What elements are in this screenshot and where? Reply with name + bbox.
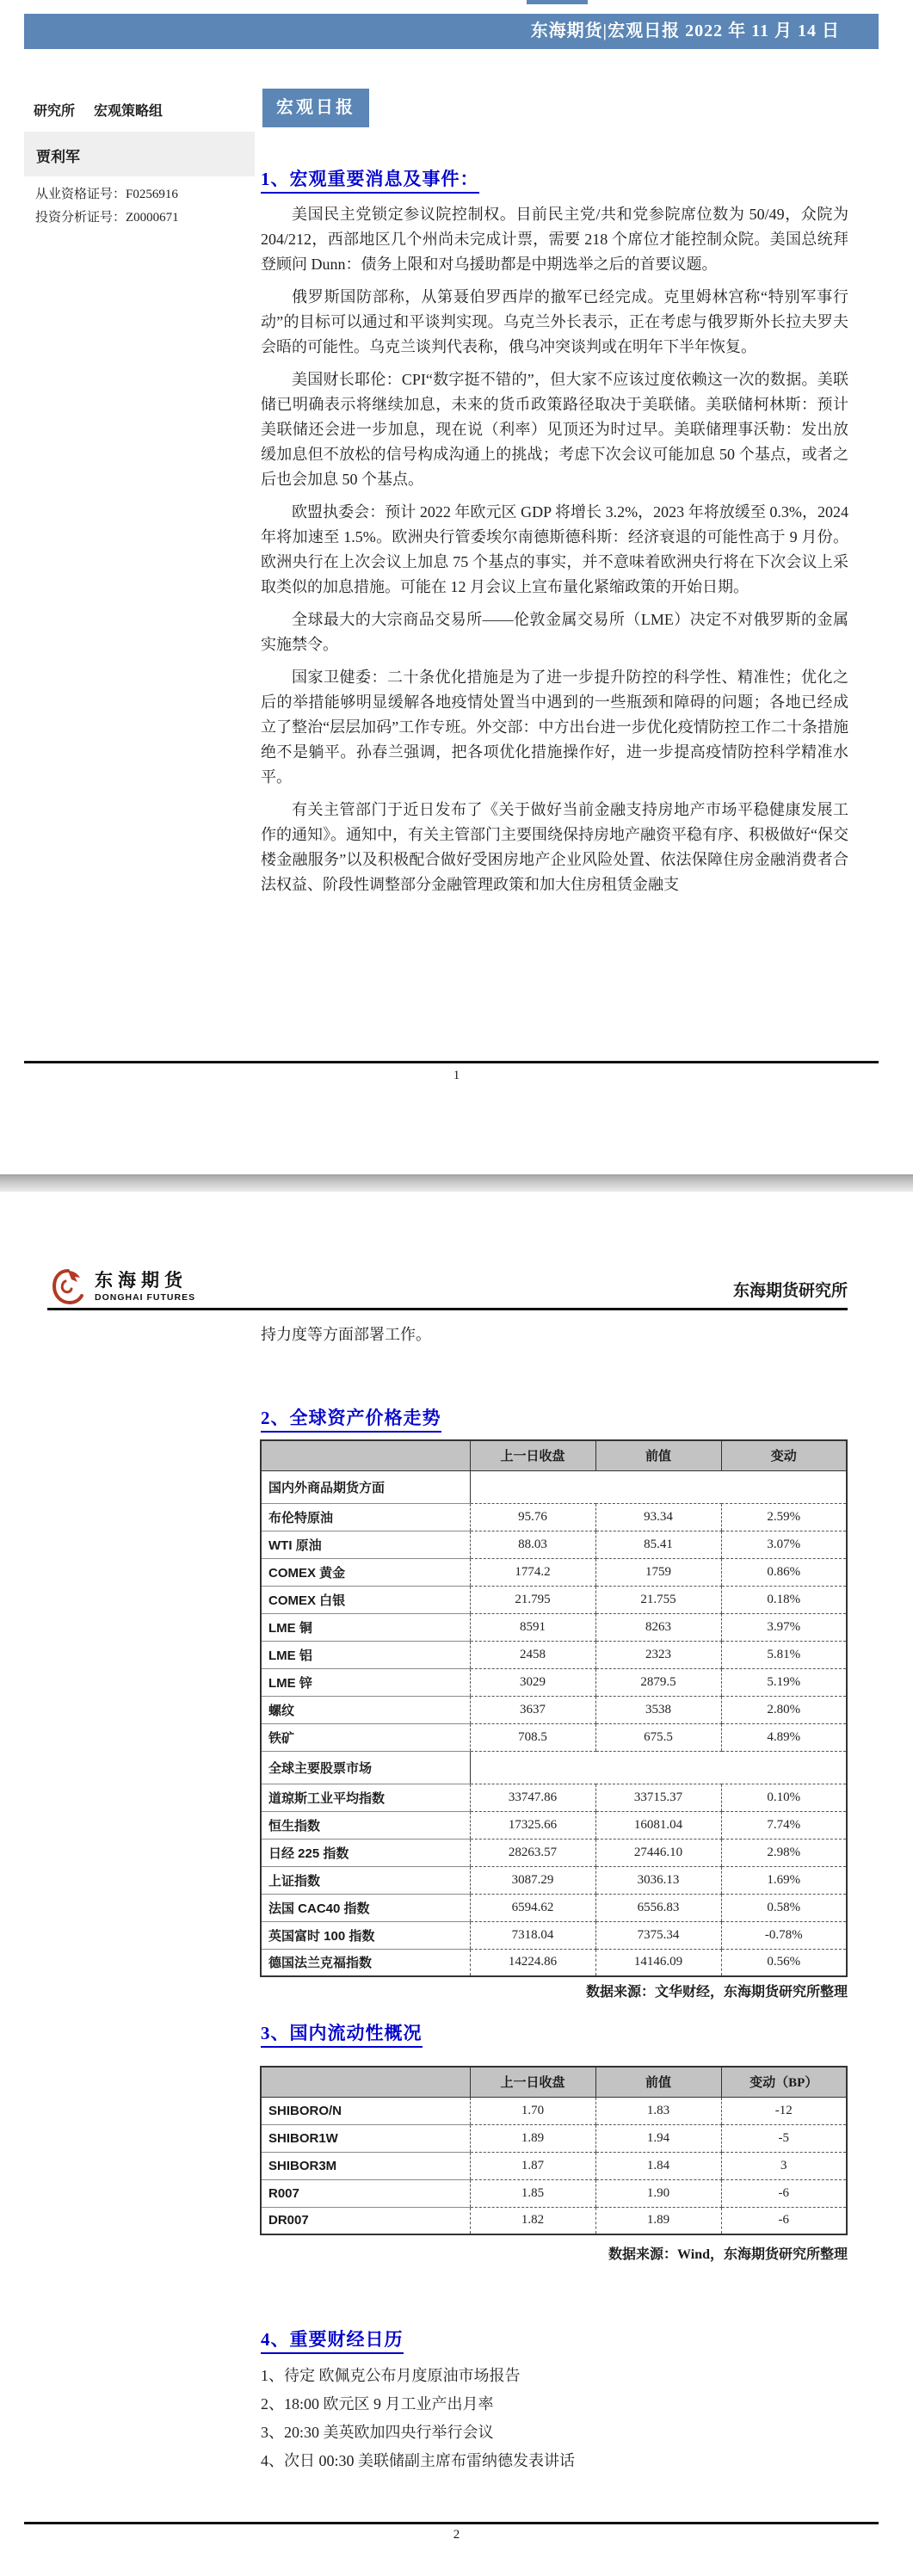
table-row: [261, 1784, 847, 1811]
table-row: [261, 1811, 847, 1839]
page2-number: 2: [453, 2528, 460, 2542]
cell-value: 1.85: [470, 2179, 595, 2207]
column-header: 前值: [595, 2067, 721, 2097]
report-header-bar: [24, 14, 879, 49]
cell-value: 1.94: [595, 2124, 721, 2152]
column-header: 变动（BP）: [721, 2067, 847, 2097]
cell-value: 8263: [595, 1613, 721, 1641]
cell-value: 3: [721, 2152, 847, 2179]
cell-value: 2323: [595, 1641, 721, 1668]
page-separator: [0, 1174, 913, 1192]
page-2: [0, 1192, 913, 2576]
cell-value: -0.78%: [721, 1921, 847, 1949]
cell-value: 1.89: [470, 2124, 595, 2152]
calendar-item: 4、次日 00:30 美联储副主席布雷纳德发表讲话: [261, 2452, 575, 2469]
cell-value: -5: [721, 2124, 847, 2152]
row-label: LME 铝: [261, 1641, 470, 1668]
section1-title: 1、宏观重要消息及事件：: [261, 165, 479, 194]
row-label: COMEX 白银: [261, 1586, 470, 1613]
paragraph: 美国财长耶伦：CPI“数字挺不错的”，但大家不应该过度依赖这一次的数据。美联储已明确表示将继续加息，未来的货币政策路径取决于美联储。美联储柯林斯：预计美联储还会进一步加息，现在说（利率）见顶还为时过早。美联储理事沃勒：发出放缓加息但不放松的信号构成沟通上的挑战；考虑下次会议可能加息 50 个基点，或者之后也会加息 50 个基点。: [261, 371, 848, 488]
cell-value: 7375.34: [595, 1921, 721, 1949]
row-label: LME 铜: [261, 1613, 470, 1641]
row-label: SHIBOR3M: [261, 2152, 470, 2179]
table-row: [261, 1839, 847, 1866]
row-label: 恒生指数: [261, 1811, 470, 1839]
cell-value: 1.69%: [721, 1866, 847, 1894]
row-label: SHIBORO/N: [261, 2097, 470, 2124]
cell-value: 1.90: [595, 2179, 721, 2207]
cell-value: 3036.13: [595, 1866, 721, 1894]
cell-value: 2458: [470, 1641, 595, 1668]
row-label: 上证指数: [261, 1866, 470, 1894]
cell-value: 2.98%: [721, 1839, 847, 1866]
cell-value: 5.81%: [721, 1641, 847, 1668]
table-header-row: [261, 2067, 847, 2097]
table-row: [261, 1668, 847, 1696]
cell-value: 21.755: [595, 1586, 721, 1613]
paragraph: 有关主管部门于近日发布了《关于做好当前金融支持房地产市场平稳健康发展工作的通知》。通知中，有关主管部门主要围绕保持房地产融资平稳有序、积极做好“保交楼金融服务”以及积极配合做好受困房地产企业风险处置、依法保障住房金融消费者合法权益、阶段性调整部分金融管理政策和加大住房租赁金融支: [261, 801, 848, 893]
continued-paragraph: 持力度等方面部署工作。: [261, 1326, 431, 1343]
table-row: [261, 1894, 847, 1921]
table-row: [261, 1641, 847, 1668]
cell-value: 2.80%: [721, 1696, 847, 1723]
table-row: [261, 1949, 847, 1976]
table-row: [261, 1723, 847, 1751]
economic-calendar-list: [261, 2362, 863, 2475]
cell-value: 4.89%: [721, 1723, 847, 1751]
cell-value: 0.56%: [721, 1949, 847, 1976]
paragraph: 全球最大的大宗商品交易所——伦敦金属交易所（LME）决定不对俄罗斯的金属实施禁令。: [261, 611, 848, 653]
table-group-row: [261, 1751, 847, 1784]
logo-english-name: DONGHAI FUTURES: [95, 1292, 196, 1303]
table-row: [261, 1531, 847, 1558]
group-label: 全球主要股票市场: [261, 1751, 470, 1784]
group-spacer: [470, 1470, 847, 1503]
cell-value: 6594.62: [470, 1894, 595, 1921]
liquidity-table-source: 数据来源：Wind，东海期货研究所整理: [608, 2247, 848, 2262]
row-label: 德国法兰克福指数: [261, 1949, 470, 1976]
page-1: [0, 0, 913, 1174]
cell-value: 8591: [470, 1613, 595, 1641]
section4-title: 4、重要财经日历: [261, 2326, 404, 2354]
row-label: COMEX 黄金: [261, 1558, 470, 1586]
column-header: 上一日收盘: [470, 1440, 595, 1470]
cell-value: 27446.10: [595, 1839, 721, 1866]
column-header: 前值: [595, 1440, 721, 1470]
row-label: LME 锌: [261, 1668, 470, 1696]
calendar-item: 2、18:00 欧元区 9 月工业产出月率: [261, 2395, 494, 2413]
cell-value: 85.41: [595, 1531, 721, 1558]
paragraph: 国家卫健委：二十条优化措施是为了进一步提升防控的科学性、精准性；优化之后的举措能够明显缓解各地疫情处置当中遇到的一些瓶颈和障碍的问题；各地已经成立了整治“层层加码”工作专班。外交部：中方出台进一步优化疫情防控工作二十条措施绝不是躺平。孙春兰强调，把各项优化措施操作好，进一步提高疫情防控科学精准水平。: [261, 669, 848, 786]
group-label: 宏观策略组: [94, 104, 163, 119]
cell-value: 0.10%: [721, 1784, 847, 1811]
table-row: [261, 1866, 847, 1894]
group-spacer: [470, 1751, 847, 1784]
table-row: [261, 1696, 847, 1723]
row-label: 法国 CAC40 指数: [261, 1894, 470, 1921]
cell-value: 2879.5: [595, 1668, 721, 1696]
table-row: [261, 2207, 847, 2234]
cell-value: -6: [721, 2207, 847, 2234]
cell-value: 14146.09: [595, 1949, 721, 1976]
cell-value: 0.86%: [721, 1558, 847, 1586]
page1-number: 1: [453, 1069, 460, 1082]
table-row: [261, 1921, 847, 1949]
column-header: [261, 2067, 470, 2097]
cell-value: 6556.83: [595, 1894, 721, 1921]
cell-value: 17325.66: [470, 1811, 595, 1839]
cell-value: 3.07%: [721, 1531, 847, 1558]
cell-value: 5.19%: [721, 1668, 847, 1696]
column-header: [261, 1440, 470, 1470]
cell-value: 1.83: [595, 2097, 721, 2124]
cell-value: 33747.86: [470, 1784, 595, 1811]
cell-value: 7318.04: [470, 1921, 595, 1949]
page2-header-rule: [47, 1308, 848, 1310]
cell-value: 7.74%: [721, 1811, 847, 1839]
paragraph: 欧盟执委会：预计 2022 年欧元区 GDP 将增长 3.2%，2023 年将放缓至 0.3%，2024 年将加速至 1.5%。欧洲央行管委埃尔南德斯德科斯：经济衰退的可能性高于 9 月份。欧洲央行在上次会议上加息 75 个基点的事实，并不意味着欧洲央行将在下次会议上采取类似的加息措施。可能在 12 月会议上宣布量化紧缩政策的开始日期。: [261, 503, 848, 595]
donghai-logo: [48, 1266, 195, 1309]
domestic-liquidity-table: [260, 2066, 848, 2235]
global-asset-price-table: [260, 1439, 848, 1977]
paragraph: 美国民主党锁定参议院控制权。目前民主党/共和党参院席位数为 50/49，众院为 204/212，西部地区几个州尚未完成计票，需要 218 个席位才能控制众院。美国总统拜登顾问 Dunn：债务上限和对乌援助都是中期选举之后的首要议题。: [261, 206, 848, 273]
cell-value: 1774.2: [470, 1558, 595, 1586]
cell-value: 3087.29: [470, 1866, 595, 1894]
cell-value: 3029: [470, 1668, 595, 1696]
section1-paragraphs: [261, 202, 848, 905]
calendar-item: 1、待定 欧佩克公布月度原油市场报告: [261, 2367, 521, 2384]
cell-value: 93.34: [595, 1503, 721, 1531]
table-row: [261, 2179, 847, 2207]
cell-value: 1.84: [595, 2152, 721, 2179]
dept-label: 研究所: [34, 104, 76, 119]
column-header: 变动: [721, 1440, 847, 1470]
cell-value: 3637: [470, 1696, 595, 1723]
page2-footer-rule: [24, 2522, 879, 2524]
section3-title: 3、国内流动性概况: [261, 2019, 423, 2048]
table-row: [261, 1613, 847, 1641]
row-label: 英国富时 100 指数: [261, 1921, 470, 1949]
analysis-cert-number: 投资分析证号：Z0000671: [35, 211, 179, 225]
previous-page-fragment: [527, 0, 588, 4]
cell-value: 21.795: [470, 1586, 595, 1613]
cell-value: 3538: [595, 1696, 721, 1723]
author-name: 贾利军: [36, 149, 80, 165]
row-label: WTI 原油: [261, 1531, 470, 1558]
research-dept-line: [34, 100, 163, 120]
cell-value: 2.59%: [721, 1503, 847, 1531]
calendar-item: 3、20:30 美英欧加四央行举行会议: [261, 2424, 494, 2441]
cell-value: 3.97%: [721, 1613, 847, 1641]
cell-value: 708.5: [470, 1723, 595, 1751]
row-label: 布伦特原油: [261, 1503, 470, 1531]
cell-value: 88.03: [470, 1531, 595, 1558]
cell-value: 14224.86: [470, 1949, 595, 1976]
cell-value: 95.76: [470, 1503, 595, 1531]
cell-value: 1.82: [470, 2207, 595, 2234]
cell-value: 1.70: [470, 2097, 595, 2124]
table-row: [261, 1503, 847, 1531]
column-header: 上一日收盘: [470, 2067, 595, 2097]
table-row: [261, 1558, 847, 1586]
cell-value: 33715.37: [595, 1784, 721, 1811]
row-label: 日经 225 指数: [261, 1839, 470, 1866]
cell-value: 0.58%: [721, 1894, 847, 1921]
page1-footer-rule: [24, 1061, 879, 1063]
cell-value: 28263.57: [470, 1839, 595, 1866]
report-title: 东海期货|宏观日报 2022 年 11 月 14 日: [530, 22, 840, 40]
section2-title: 2、全球资产价格走势: [261, 1404, 441, 1433]
report-type-badge: 宏观日报: [262, 89, 369, 127]
logo-chinese-name: 东海期货: [95, 1271, 188, 1291]
cell-value: -12: [721, 2097, 847, 2124]
table-row: [261, 2152, 847, 2179]
row-label: 道琼斯工业平均指数: [261, 1784, 470, 1811]
cell-value: 675.5: [595, 1723, 721, 1751]
row-label: DR007: [261, 2207, 470, 2234]
dragon-logo-icon: [48, 1266, 88, 1309]
row-label: 螺纹: [261, 1696, 470, 1723]
table-group-row: [261, 1470, 847, 1503]
cell-value: 1.87: [470, 2152, 595, 2179]
row-label: SHIBOR1W: [261, 2124, 470, 2152]
cell-value: -6: [721, 2179, 847, 2207]
institute-name: 东海期货研究所: [732, 1282, 848, 1300]
row-label: R007: [261, 2179, 470, 2207]
table-header-row: [261, 1440, 847, 1470]
cell-value: 0.18%: [721, 1586, 847, 1613]
group-label: 国内外商品期货方面: [261, 1470, 470, 1503]
table-row: [261, 2124, 847, 2152]
author-box: [24, 132, 255, 176]
table-row: [261, 2097, 847, 2124]
practice-cert-number: 从业资格证号：F0256916: [35, 188, 178, 201]
cell-value: 1.89: [595, 2207, 721, 2234]
asset-table-source: 数据来源：文华财经，东海期货研究所整理: [585, 1985, 848, 2000]
cell-value: 16081.04: [595, 1811, 721, 1839]
cell-value: 1759: [595, 1558, 721, 1586]
row-label: 铁矿: [261, 1723, 470, 1751]
paragraph: 俄罗斯国防部称，从第聂伯罗西岸的撤军已经完成。克里姆林宫称“特别军事行动”的目标可以通过和平谈判实现。乌克兰外长表示，正在考虑与俄罗斯外长拉夫罗夫会晤的可能性。乌克兰谈判代表称，俄乌冲突谈判或在明年下半年恢复。: [261, 288, 848, 355]
table-row: [261, 1586, 847, 1613]
